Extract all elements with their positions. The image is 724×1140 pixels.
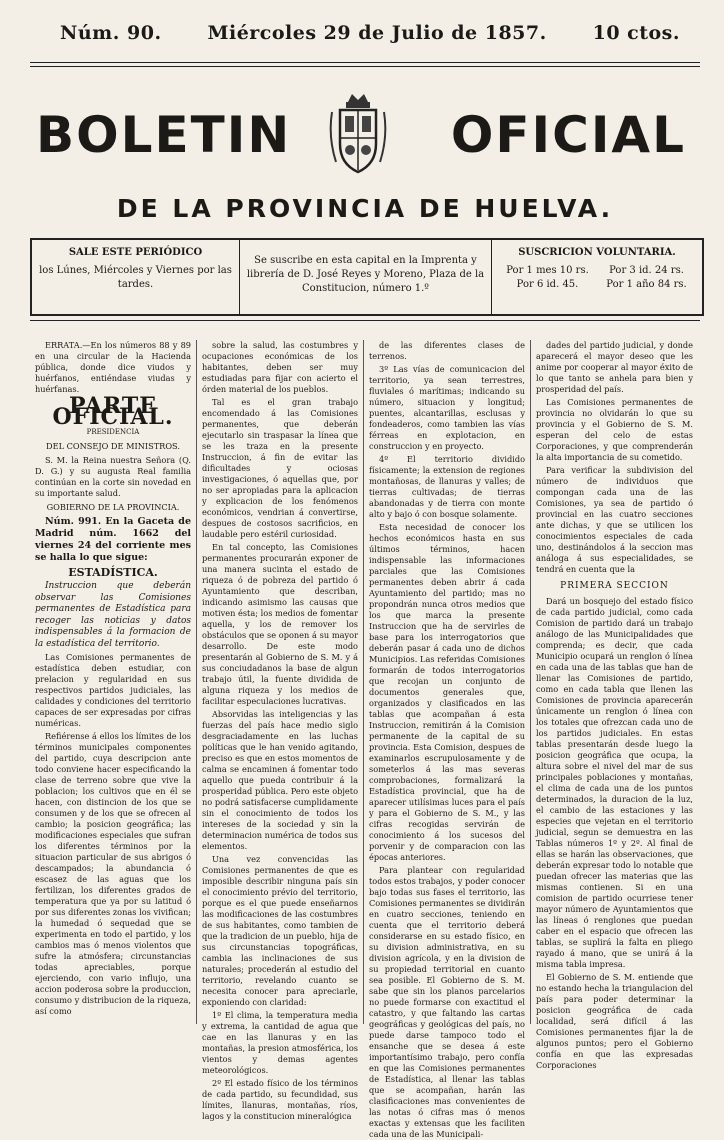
price-item: Por 1 mes 10 rs. — [506, 265, 589, 276]
paragraph: El Gobierno de S. M. entiende que no estando hecha la triangulacion del país para poder determinar la posicion geográfica de cada localidad, será difícil á las Comisiones permanentes fijar la de algunos puntos; pero el Gobierno confía en que las expresadas Corporaciones — [536, 972, 693, 1070]
paragraph: 2º El estado físico de los términos de cada partido, su fecundidad, sus límites, llanuras, montañas, ríos, lagos y la constitucion mineralógica — [202, 1078, 358, 1121]
errata: ERRATA.—En los números 88 y 89 en una circular de la Hacienda pública, donde dice viudos y huérfanos, entiéndase viudas y huérfanas. — [35, 340, 191, 394]
paragraph: de las diferentes clases de terrenos. — [369, 340, 525, 361]
issue-price: 10 ctos. — [592, 22, 680, 44]
top-rule — [30, 62, 700, 63]
royal-news: S. M. la Reina nuestra Señora (Q. D. G.) y su augusta Real familia continúan en la corte sin novedad en su importante salud. — [35, 455, 191, 498]
header-line — [60, 22, 680, 44]
paragraph: Absorvidas las inteligencias y las fuerzas del país hace medio siglo desgraciadamente en las luchas políticas que le han venido agitando, preciso es que en estos momentos de calma se encaminen á fomentar todo aquello que pueda contribuir á la prosperidad pública. Pero este objeto no podrá satisfacerse cumplidamente sin el conocimiento de todos los intereses de la sociedad y sin la determinacion numérica de todos sus elementos. — [202, 709, 358, 851]
presidencia: PRESIDENCIA — [86, 428, 140, 436]
title-left: BOLETIN — [36, 106, 292, 164]
paragraph: Las Comisiones permanentes de provincia no olvidarán lo que su provincia y el Gobierno de S. M. esperan del celo de estas Corporaciones, y que comprenderán la alta importancia de su cometido. — [536, 397, 693, 462]
paragraph: En tal concepto, las Comisiones permanentes procurarán exponer de una manera sucinta el estado de riqueza ó de pobreza del partido ó Ayuntamiento que describan, indicando asimismo las causas que motiven ésta; los medios de fomentar aquella, y los de remover los obstáculos que se oponen á su mayor desarrollo. De este modo presentarán al Gobierno de S. M. y á sus conciudadanos la base de algun trabajo útil, la fuente dividida de alguna riqueza y los medios de facilitar especulaciones lucrativas. — [202, 542, 358, 706]
paragraph: Tal es el gran trabajo encomendado á las Comisiones permanentes, que deberán ejecutarlo sin traspasar la línea que se les traza en la presente Instruccion, á fin de evitar las dificultades y ociosas investigaciones, ó aquellas que, por no ser apropiadas para la aplicacion y explicacion de los fenómenos económicos, vendrian á convertirse, despues de costosos sacrificios, en laudable pero estéril curiosidad. — [202, 397, 358, 539]
schedule-heading: SALE ESTE PERIÓDICO — [68, 247, 203, 258]
mid-rule — [30, 320, 700, 321]
paragraph: Las Comisiones permanentes de estadística deben estudiar, con prelacion y regularidad en sus respectivos partidos judiciales, las calidades y condiciones del territorio capaces de ser expresadas por cifras numéricas. — [35, 652, 191, 728]
consejo-heading: DEL CONSEJO DE MINISTROS. — [46, 441, 180, 451]
price-item: Por 6 id. 45. — [516, 279, 579, 290]
title-right: OFICIAL — [450, 106, 686, 164]
paragraph: 3º Las vías de comunicacion del territorio, ya sean terrestres, fluviales ó marítimas; indicando su número, situacion y longitud; puentes, alcantarillas, esclusas y fondeaderos, como tambien las vías férreas en explotacion, en construccion y en proyecto. — [369, 364, 525, 451]
gaceta-notice: Núm. 991. En la Gaceta de Madrid núm. 1662 del viernes 24 del corriente mes se halla lo que sigue: — [35, 516, 191, 563]
paragraph: Refiérense á ellos los límites de los términos municipales componentes del partido, cuya descripcion ante todo conviene hacer especificando la clase de terreno sobre que vive la poblacion; los cultivos que en él se hacen, con distincion de los que se consumen y de los que se ofrecen al cambio; la posicion geográfica; las modificaciones especiales que sufran los diferentes términos por la situacion particular de sus abrigos ó descampados; la abundancia ó escasez de las aguas que los fertilizan, los diferentes grados de temperatura que ya por su latitud ó por sus diferentes zonas los vivifican; la humedad ó sequedad que se experimenta en todo el partido, y los cambios mas ó menos violentos que sufre la atmósfera; circunstancias todas apreciables, porque ejerciendo, con vario influjo, una accion poderosa sobre la produccion, consumo y distribucion de la riqueza, así como — [35, 731, 191, 1016]
masthead-title — [36, 100, 686, 170]
paragraph: 4º El territorio dividido físicamente; la extension de regiones montañosas, de llanuras y valles; de tierras cultivadas; de tierras abandonadas y de tierra con monte alto y bajo ó con bosque solamente. — [369, 454, 525, 519]
issue-date: Miércoles 29 de Julio de 1857. — [207, 22, 547, 44]
column-2 — [197, 340, 364, 1121]
paragraph: 1º El clima, la temperatura media y extrema, la cantidad de agua que cae en las llanuras y en las montañas, la presion atmosférica, los vientos y demas agentes meteorológicos. — [202, 1010, 358, 1075]
parte-oficial-heading: PARTE OFICIAL. — [52, 393, 174, 430]
primera-seccion-heading: PRIMERA SECCION — [560, 581, 669, 591]
gobierno-heading: GOBIERNO DE LA PROVINCIA. — [46, 502, 180, 512]
column-3 — [364, 340, 531, 1139]
subscription-place: Se suscribe en esta capital en la Imprenta y librería de D. José Reyes y Moreno, Plaza de la Constitucion, número 1.º — [240, 240, 492, 314]
column-4 — [531, 340, 698, 1070]
price-item: Por 3 id. 24 rs. — [609, 265, 684, 276]
subscription-prices — [492, 240, 702, 314]
column-1 — [30, 340, 197, 1024]
schedule-text: los Lúnes, Miércoles y Viernes por las tardes. — [39, 265, 232, 290]
estadistica-heading: ESTADÍSTICA. — [68, 566, 158, 579]
paragraph: Para verificar la subdivision del número de individuos que compongan cada una de las Comisiones, ya sea de partido ó provincial en las cuatro secciones ante dichas, y que se utilicen los conocimientos especiales de cada uno, destinándolos á la seccion mas análoga á sus especialidades, se tendrá en cuenta que la — [536, 465, 693, 574]
paragraph: sobre la salud, las costumbres y ocupaciones económicas de los habitantes, deben ser muy estudiadas para fijar con acierto el órden material de los pueblos. — [202, 340, 358, 394]
publication-schedule — [32, 240, 240, 314]
instruccion-title: Instruccion que deberán observar las Comisiones permanentes de Estadística para recoger las noticias y datos indispensables á la formacion de la estadística del territorio. — [35, 581, 191, 649]
top-rule-thin — [30, 66, 700, 67]
paragraph: Esta necesidad de conocer los hechos económicos hasta en sus últimos términos, hacen indispensable las informaciones parciales que las Comisiones permanentes deben abrir á cada Ayuntamiento del partido; mas no propondrán nunca otros medios que los que marca la presente Instruccion que ha de servirles de base para los interrogatorios que deberán pasar á cada uno de dichos Municipios. Las referidas Comisiones formarán de todos interrogatorios que recojan un conjunto de documentos generales que, organizados y clasificados en las tablas que acompañan á esta Instruccion, remitirán á la Comision permanente de la capital de su provincia. Esta Comision, despues de examinarlos escrupulosamente y de someterlos á las mas severas comprobaciones, formalizará la Estadística provincial, que ha de aparecer utilísimas luces para el país y para el Gobierno de S. M., y las cifras recogidas servirán de conocimiento á los sucesos del porvenir y de comparacion con las épocas anteriores. — [369, 522, 525, 862]
province-subtitle: DE LA PROVINCIA DE HUELVA. — [116, 194, 614, 223]
paragraph: dades del partido judicial, y donde aparecerá el mayor deseo que les anime por cooperar al mayor éxito de lo que tanto se anhela para bien y prosperidad del país. — [536, 340, 693, 394]
price-item: Por 1 año 84 rs. — [606, 279, 687, 290]
issue-number: Núm. 90. — [60, 22, 162, 44]
price-list — [498, 264, 696, 292]
article-columns — [30, 340, 700, 1139]
info-box — [30, 238, 704, 316]
paragraph: Dará un bosquejo del estado físico de cada partido judicial, como cada Comision de partido dará un trabajo análogo de las Municipalidades que comprenda; es decir, que cada Municipio ocupará un renglon ó línea en cada una de las tablas que han de llenar las Comisiones de partido, como en cada tabla que llenen las Comisiones de provincia aparecerán únicamente un renglon ó línea con los totales que ofrezcan cada uno de los partidos judiciales. En estas tablas presentarán desde luego la posicion geográfica que ocupa, la altura sobre el nivel del mar de sus principales poblaciones y montañas, el clima de cada una de los puntos determinados, la duracion de la luz, el cambio de las estaciones y las especies que vejetan en el territorio judicial, segun se demuestra en las Tablas números 1º y 2º. Al final de ellas se harán las observaciones, que deberán expresar todo lo notable que puedan ofrecer las materias que las mismas contienen. Si en una comision de partido ocurriese tener mayor número de Ayuntamientos que las líneas ó renglones que puedan caber en el espacio que ofrecen las tablas, se suplirá la falta en pliego rayado á mano, que se unirá á la misma tabla impresa. — [536, 596, 693, 969]
paragraph: Para plantear con regularidad todos estos trabajos, y poder conocer bajo todas sus fases el territorio, las Comisiones permanentes se dividirán en cuatro secciones, teniendo en cuenta que el territorio deberá considerarse en su estado físico, en su division administrativa, en su division agrícola, y en la division de su propiedad territorial en cuanto sea posible. El Gobierno de S. M. sabe que sin los planos parcelarios no puede formarse con exactitud el catastro, y que faltando las cartas geográficas y geológicas del país, no puede darse tampoco todo el ensanche que se desea á este importantísimo trabajo, pero confía en que las Comisiones permanentes de Estadística, al llenar las tablas que se acompañan, harán las clasificaciones mas convenientes de las notas ó cifras mas ó menos exactas y extensas que les faciliten cada una de las Municipali- — [369, 865, 525, 1139]
coat-of-arms-icon — [326, 92, 390, 178]
paragraph: Una vez convencidas las Comisiones permanentes de que es imposible describir ninguna país sin el conocimiento prévio del territorio, porque es el que puede enseñarnos las modificaciones de las costumbres de sus habitantes, como tambien de que la tradicion de un pueblo, hija de sus circunstancias topográficas, cambia las inclinaciones de sus naturales; procederán al estudio del territorio, revelando cuanto se necesita conocer para apreciarle, exponiendo con claridad: — [202, 854, 358, 1007]
subscription-heading: SUSCRICION VOLUNTARIA. — [518, 247, 676, 258]
